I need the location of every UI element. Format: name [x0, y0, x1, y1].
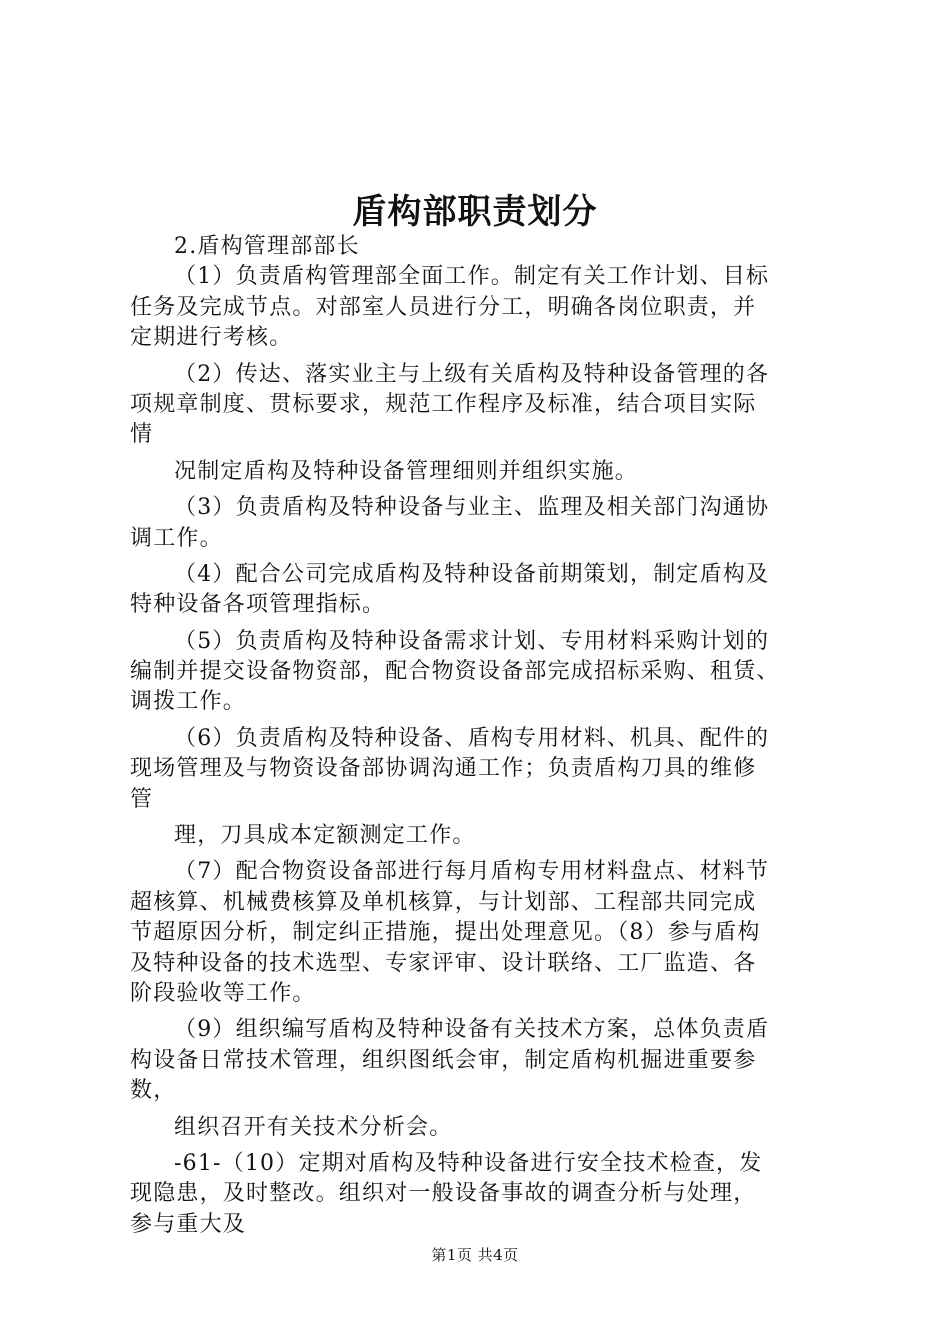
paragraph-line: 情: [130, 422, 154, 448]
paragraph-line: 节超原因分析，制定纠正措施，提出处理意见。（8）参与盾构: [130, 920, 761, 946]
document-title: 盾构部职责划分: [352, 192, 598, 232]
paragraph-line: 数，: [130, 1078, 177, 1104]
paragraph-line: 现隐患，及时整改。组织对一般设备事故的调查分析与处理，: [130, 1181, 757, 1207]
paragraph-line: （5）负责盾构及特种设备需求计划、专用材料采购计划的: [174, 628, 770, 654]
paragraph-line: （9）组织编写盾构及特种设备有关技术方案，总体负责盾: [174, 1017, 770, 1043]
paragraph-line: （7）配合物资设备部进行每月盾构专用材料盘点、材料节: [174, 859, 770, 885]
paragraph-line: 现场管理及与物资设备部协调沟通工作；负责盾构刀具的维修: [130, 756, 757, 782]
paragraph-line: 理，刀具成本定额测定工作。: [174, 823, 476, 849]
paragraph-line: 构设备日常技术管理，组织图纸会审，制定盾构机掘进重要参: [130, 1047, 757, 1073]
paragraph-line: 组织召开有关技术分析会。: [174, 1114, 453, 1140]
paragraph-line: 况制定盾构及特种设备管理细则并组织实施。: [174, 458, 639, 484]
page-footer: 第1页 共4页: [431, 1246, 519, 1264]
paragraph-line: （3）负责盾构及特种设备与业主、监理及相关部门沟通协: [174, 495, 770, 521]
paragraph-line: （4）配合公司完成盾构及特种设备前期策划，制定盾构及: [174, 561, 770, 587]
paragraph-line: 定期进行考核。: [130, 325, 293, 351]
paragraph-line: 任务及完成节点。对部室人员进行分工，明确各岗位职责，并: [130, 294, 757, 320]
paragraph-line: 特种设备各项管理指标。: [130, 592, 386, 618]
section-heading: 2.盾构管理部部长: [174, 234, 360, 259]
paragraph-line: 编制并提交设备物资部，配合物资设备部完成招标采购、租赁、: [130, 659, 780, 685]
paragraph-line: （1）负责盾构管理部全面工作。制定有关工作计划、目标: [174, 264, 770, 290]
paragraph-line: 超核算、机械费核算及单机核算，与计划部、工程部共同完成: [130, 889, 757, 915]
document-body: [130, 232, 830, 1240]
paragraph-line: 参与重大及: [130, 1211, 247, 1237]
paragraph-line: 及特种设备的技术选型、专家评审、设计联络、工厂监造、各: [130, 950, 757, 976]
paragraph-line: 项规章制度、贯标要求，规范工作程序及标准，结合项目实际: [130, 391, 757, 417]
paragraph-line: （2）传达、落实业主与上级有关盾构及特种设备管理的各: [174, 361, 770, 387]
paragraph-line: 调拨工作。: [130, 689, 247, 715]
paragraph-line: 调工作。: [130, 525, 223, 551]
paragraph-line: 管: [130, 786, 154, 812]
paragraph-line: 阶段验收等工作。: [130, 980, 316, 1006]
paragraph-line: （6）负责盾构及特种设备、盾构专用材料、机具、配件的: [174, 725, 770, 751]
paragraph-line: -61-（10）定期对盾构及特种设备进行安全技术检查，发: [174, 1150, 763, 1176]
